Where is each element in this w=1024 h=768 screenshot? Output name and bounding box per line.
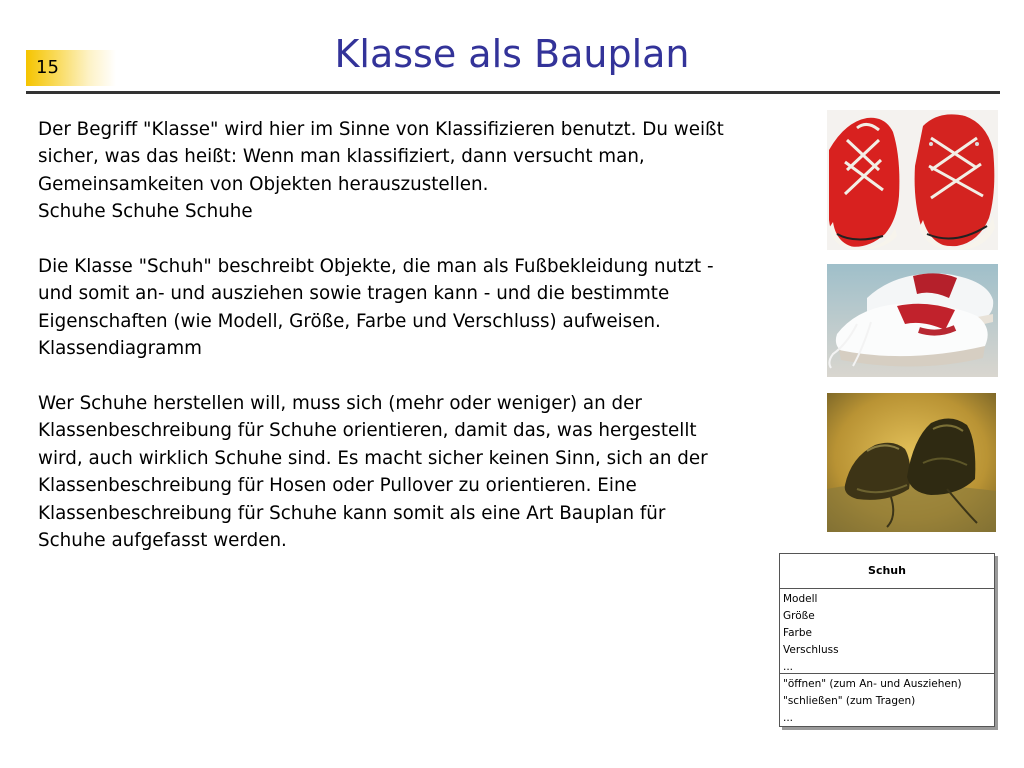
paragraph-classify (38, 116, 808, 226)
text-line: Gemeinsamkeiten von Objekten herauszustellen. (38, 173, 489, 195)
text-line: Der Begriff "Klasse" wird hier im Sinne von Klassifizieren benutzt. Du weißt (38, 119, 724, 140)
uml-operation: ... (783, 712, 794, 724)
red-sneakers-icon (827, 110, 998, 250)
red-sneakers-photo (827, 110, 998, 250)
text-line: Die Klasse "Schuh" beschreibt Objekte, die man als Fußbekleidung nutzt - (38, 256, 714, 278)
uml-operations (780, 674, 994, 727)
paragraph-blueprint (38, 390, 808, 554)
text-line: sicher, was das heißt: Wenn man klassifiziert, dann versucht man, (38, 146, 645, 168)
uml-attribute: Farbe (783, 627, 812, 639)
text-line: Schuhe Schuhe Schuhe (38, 201, 253, 223)
worn-boots-painting-icon (827, 393, 996, 532)
uml-attribute: Modell (783, 593, 818, 605)
white-red-sneakers-icon (827, 264, 998, 377)
body-text (38, 116, 808, 582)
text-line: Klassendiagramm (38, 338, 202, 360)
text-line: Klassenbeschreibung für Schuhe orientieren, damit das, was hergestellt (38, 420, 697, 442)
text-line: Klassenbeschreibung für Hosen oder Pullover zu orientieren. Eine (38, 475, 637, 497)
uml-attribute: Verschluss (783, 644, 839, 656)
uml-attribute: Größe (783, 610, 815, 622)
page-number: 15 (36, 57, 59, 78)
uml-attributes (780, 589, 994, 674)
uml-attribute: ... (783, 661, 794, 673)
van-gogh-shoes-painting (827, 393, 996, 532)
uml-operation: "schließen" (zum Tragen) (783, 695, 916, 707)
uml-class-diagram (779, 553, 995, 727)
slide-title: Klasse als Bauplan (334, 32, 690, 76)
text-line: wird, auch wirklich Schuhe sind. Es macht sicher keinen Sinn, sich an der (38, 447, 708, 469)
text-line: und somit an- und ausziehen sowie tragen kann - und die bestimmte (38, 283, 670, 305)
paragraph-class-shoe (38, 253, 808, 363)
uml-operation: "öffnen" (zum An- und Ausziehen) (783, 678, 962, 690)
uml-class-name: Schuh (780, 554, 994, 589)
text-line: Schuhe aufgefasst werden. (38, 530, 287, 552)
text-line: Klassenbeschreibung für Schuhe kann somit als eine Art Bauplan für (38, 502, 666, 524)
text-line: Wer Schuhe herstellen will, muss sich (mehr oder weniger) an der (38, 393, 642, 415)
title-divider (26, 91, 1000, 94)
white-red-sneakers-photo (827, 264, 998, 377)
text-line: Eigenschaften (wie Modell, Größe, Farbe und Verschluss) aufweisen. (38, 310, 661, 332)
